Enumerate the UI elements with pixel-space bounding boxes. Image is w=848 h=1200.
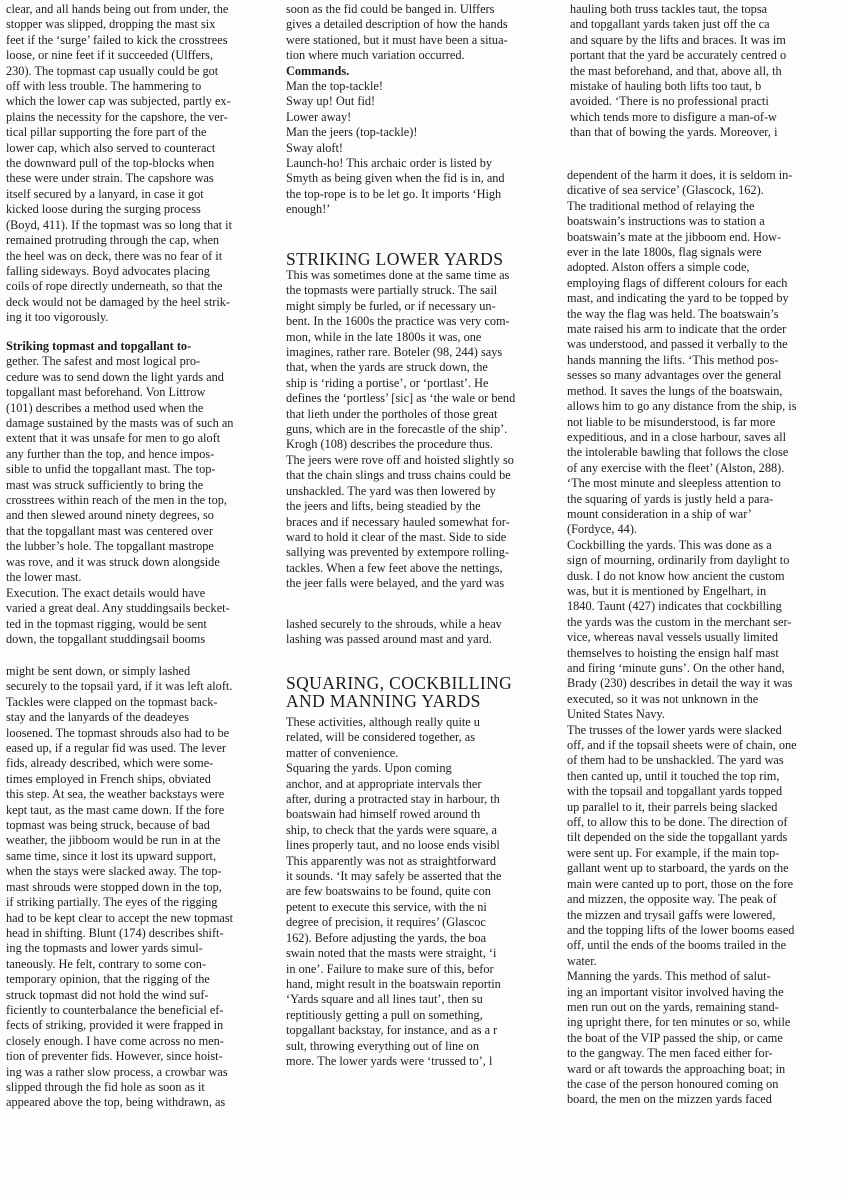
text-line: might be sent down, or simply lashed: [6, 664, 191, 678]
text-line: board, the men on the mizzen yards faced: [567, 1092, 772, 1107]
text-line: loosened. The topmast shrouds also had to be: [6, 725, 230, 740]
text-line: Cockbilling the yards. This was done as a: [567, 537, 772, 552]
text-line: men run out on the yards, remaining stand-: [567, 999, 779, 1014]
text-line: Lower away!: [286, 109, 352, 124]
text-line: off, and if the topsail sheets were of chain, one: [567, 738, 797, 753]
text-line: was, but it is mentioned by Engelhart, in: [567, 583, 767, 598]
text-line: water.: [567, 953, 597, 968]
col2-lower-yards: [286, 250, 556, 592]
text-line: lines properly taut, and no loose ends visibl: [286, 838, 500, 853]
text-line: Launch-ho! This archaic order is listed by: [286, 156, 493, 171]
text-line: itself secured by a lanyard, in case it got: [6, 186, 204, 201]
text-line: the way the flag was held. The boatswain’s: [567, 306, 779, 321]
text-line: weather, the jibboom would be run in at the: [6, 833, 221, 848]
text-line: gives a detailed description of how the hands: [286, 17, 508, 32]
text-line: United States Navy.: [567, 707, 665, 722]
text-line: same time, since it lost its upward support,: [6, 848, 217, 863]
text-line: falling sideways. Boyd advocates placing: [6, 263, 210, 278]
text-line: the intolerable bawling that follows the close: [567, 445, 789, 460]
text-line: the yards was the custom in the merchant ser-: [567, 614, 792, 629]
text-line: might simply be furled, or if necessary un-: [286, 298, 496, 313]
text-line: closely enough. I have come across no men-: [6, 1033, 224, 1048]
text-line: main were canted up to port, those on the fore: [567, 876, 794, 891]
text-line: off, to allow this to be done. The direction of: [567, 815, 788, 830]
text-line: dusk. I do not know how ancient the custom: [567, 568, 785, 583]
text-line: temporary opinion, that the rigging of the: [6, 972, 210, 987]
squaring-heading-2: AND MANNING YARDS: [286, 691, 481, 711]
text-line: was understood, and passed it verbally to the: [567, 337, 788, 352]
text-line: and mizzen, the opposite way. The peak of: [567, 892, 777, 907]
text-line: struck topmast did not hold the wind suf-: [6, 987, 209, 1002]
text-line: extent that it was unsafe for men to go aloft: [6, 431, 221, 446]
text-line: gallant went up to starboard, the yards on the: [567, 861, 789, 876]
lower-yards-para: [286, 268, 556, 592]
text-line: the mast beforehand, and that, above all, th: [570, 63, 782, 78]
text-line: These activities, although really quite u: [286, 715, 480, 729]
text-line: tilt depended on the side the topgallant yards: [567, 830, 788, 845]
text-line: soon as the fid could be banged in. Ulffers: [286, 2, 495, 16]
text-line: ward or aft towards the approaching boat; in: [567, 1061, 786, 1076]
text-line: kicked loose during the surging process: [6, 202, 201, 217]
col1-striking-para: [6, 339, 274, 586]
text-line: dicative of sea service’ (Glascock, 162).: [567, 183, 764, 198]
text-line: enough!’: [286, 202, 331, 217]
col1-top: [6, 2, 274, 326]
commands-heading: Commands.: [286, 63, 350, 78]
text-line: allows him to go any distance from the ship, is: [567, 399, 797, 414]
text-line: lashing was passed around mast and yard.: [286, 632, 492, 647]
text-line: topgallant mast beforehand. Von Littrow: [6, 385, 206, 400]
text-line: stay and the lanyards of the deadeyes: [6, 710, 190, 725]
lower-yards-heading: STRIKING LOWER YARDS: [286, 249, 504, 269]
text-line: expeditious, and in a close harbour, saves all: [567, 429, 787, 444]
text-line: petent to execute this service, with the ni: [286, 899, 487, 914]
text-line: off, until the ends of the booms trailed in the: [567, 938, 787, 953]
text-line: sallying was prevented by extempore rolling-: [286, 545, 509, 560]
text-line: not liable to be misunderstood, is far more: [567, 414, 776, 429]
text-line: fids, already described, which were some-: [6, 756, 214, 771]
col3-top: [570, 2, 840, 141]
text-line: dependent of the harm it does, it is seldom in-: [567, 168, 793, 182]
text-line: varied a great deal. Any studdingsails becket-: [6, 601, 230, 616]
text-line: plains the necessity for the capshore, the ver-: [6, 109, 228, 124]
text-line: mate raised his arm to indicate that the order: [567, 322, 787, 337]
col2-squaring-heading: [286, 674, 556, 710]
text-line: that the topgallant mast was centered over: [6, 523, 213, 538]
text-line: imagines, rather rare. Boteler (98, 244) says: [286, 345, 503, 360]
text-line: coils of rope directly underneath, so that the: [6, 279, 223, 294]
text-line: bent. In the 1600s the practice was very com-: [286, 314, 510, 329]
text-line: kept taut, as the mast came down. If the fore: [6, 802, 225, 817]
text-line: mast shrouds were stopped down in the top,: [6, 879, 222, 894]
text-line: were sent up. For example, if the main top-: [567, 845, 780, 860]
text-line: sible to unfid the topgallant mast. The top-: [6, 462, 216, 477]
text-line: employing flags of different colours for each: [567, 275, 788, 290]
text-line: ship is ‘riding a portise’, or ‘portlast’. He: [286, 375, 489, 390]
text-line: when the stays were slacked away. The top-: [6, 864, 222, 879]
text-line: the topmasts were partially struck. The sail: [286, 283, 498, 298]
text-line: mistake of hauling both lifts too taut, b: [570, 79, 762, 94]
text-line: mount consideration in a ship of war’: [567, 506, 752, 521]
text-line: slipped through the fid hole as soon as it: [6, 1079, 205, 1094]
text-line: that the chain slings and truss chains could be: [286, 468, 511, 483]
col3-top-para: [570, 2, 840, 141]
text-line: and topgallant yards taken just off the ca: [570, 17, 770, 32]
text-line: Krogh (108) describes the procedure thus.: [286, 437, 493, 452]
text-line: crosstrees within reach of the men in the top,: [6, 493, 227, 508]
text-line: more. The lower yards were ‘trussed to’, l: [286, 1053, 493, 1068]
text-line: loose, or nine feet if it succeeded (Ulffers,: [6, 48, 214, 63]
text-line: 1840. Taunt (427) indicates that cockbilling: [567, 599, 782, 614]
col1-bottom-para: [6, 664, 274, 1111]
text-line: Man the jeers (top-tackle)!: [286, 125, 418, 140]
text-line: (Fordyce, 44).: [567, 522, 638, 537]
text-line: remained protruding through the cap, when: [6, 233, 220, 248]
text-line: ing an important visitor involved having the: [567, 984, 784, 999]
text-line: appeared above the top, being withdrawn, as: [6, 1095, 226, 1110]
text-line: the lubber’s hole. The topgallant mastrope: [6, 539, 214, 554]
text-line: ing was a rather slow process, a crowbar was: [6, 1064, 228, 1079]
text-line: themselves to hoisting the ensign half mast: [567, 645, 779, 660]
text-line: times employed in French ships, obviated: [6, 771, 211, 786]
text-line: This apparently was not as straightforward: [286, 853, 497, 868]
text-line: matter of convenience.: [286, 745, 399, 760]
text-line: The trusses of the lower yards were slacked: [567, 722, 782, 737]
text-line: any further than the top, and hence impos-: [6, 446, 215, 461]
text-line: portant that the yard be accurately centred o: [570, 48, 787, 63]
text-line: sesses so many advantages over the general: [567, 368, 782, 383]
col1-top-para: [6, 2, 274, 326]
text-line: mon, while in the late 1800s it was, one: [286, 329, 482, 344]
text-line: ing it too vigorously.: [6, 310, 109, 325]
striking-topmast-heading: Striking topmast and topgallant to-: [6, 339, 192, 353]
text-line: ‘Yards square and all lines taut’, then su: [286, 992, 483, 1007]
text-line: boatswain’s mate at the jibboom end. How-: [567, 229, 782, 244]
text-line: then canted up, until it touched the top rim,: [567, 768, 780, 783]
text-line: these were under strain. The capshore was: [6, 171, 214, 186]
col2-lashed: [286, 617, 548, 648]
text-line: ficiently to counterbalance the beneficial ef-: [6, 1002, 224, 1017]
text-line: mast was struck sufficiently to bring the: [6, 477, 204, 492]
text-line: vice, whereas naval vessels usually limited: [567, 630, 779, 645]
col2-top-para: [286, 2, 556, 64]
col1-bottom: [6, 664, 274, 1111]
text-line: feet if the ‘surge’ failed to kick the crosstrees: [6, 32, 228, 47]
text-line: method. It saves the lungs of the boatswain,: [567, 383, 783, 398]
text-line: topmast was being struck, because of bad: [6, 818, 210, 833]
text-line: to the gangway. The men faced either for-: [567, 1046, 773, 1061]
squaring-para: [286, 715, 548, 1069]
text-line: that lieth under the portholes of those great: [286, 406, 498, 421]
text-line: Manning the yards. This method of salut-: [567, 969, 771, 984]
text-line: lashed securely to the shrouds, while a heav: [286, 617, 502, 631]
text-line: sign of mourning, ordinarily from daylight to: [567, 553, 790, 568]
text-line: in one’. Failure to make sure of this, befor: [286, 961, 494, 976]
col1-striking-topmast: [6, 339, 274, 586]
text-line: related, will be considered together, as: [286, 730, 476, 745]
text-line: had to be kept clear to accept the new topmast: [6, 910, 234, 925]
text-line: off with less trouble. The hammering to: [6, 79, 202, 94]
text-line: boatswain’s instructions was to station a: [567, 214, 765, 229]
col3-main-para: [567, 168, 839, 1108]
text-line: which the lower cap was subjected, partly ex-: [6, 94, 231, 109]
text-line: the jeer falls were belayed, and the yard was: [286, 576, 505, 591]
text-line: tackles. When a few feet above the nettings,: [286, 560, 503, 575]
text-line: fects of striking, provided it were frapped in: [6, 1018, 224, 1033]
text-line: The jeers were rove off and hoisted slightly so: [286, 452, 514, 467]
text-line: damage sustained by the masts was of such an: [6, 416, 234, 431]
text-line: Brady (230) describes in detail the way it was: [567, 676, 793, 691]
text-line: the squaring of yards is justly held a para-: [567, 491, 774, 506]
text-line: degree of precision, it requires’ (Glascoc: [286, 915, 486, 930]
text-line: hand, might result in the boatswain reportin: [286, 976, 501, 991]
text-line: the downward pull of the top-blocks when: [6, 156, 215, 171]
text-line: securely to the topsail yard, if it was left aloft.: [6, 679, 233, 694]
text-line: ever in the late 1800s, flag signals were: [567, 245, 762, 260]
text-line: the jeers and lifts, being steadied by the: [286, 499, 481, 514]
text-line: that, when the yards are struck down, the: [286, 360, 488, 375]
text-line: deck would not be damaged by the heel strik-: [6, 294, 231, 309]
text-line: of any exercise with the fleet’ (Alston, 288).: [567, 460, 785, 475]
col3-main: [567, 168, 839, 1108]
text-line: topgallant backstay, for instance, and as a r: [286, 1023, 498, 1038]
text-line: hauling both truss tackles taut, the topsa: [570, 2, 768, 16]
text-line: and the topping lifts of the lower booms eased: [567, 922, 795, 937]
text-line: anchor, and at appropriate intervals ther: [286, 776, 482, 791]
text-line: were stationed, but it must have been a situa-: [286, 32, 508, 47]
text-line: 162). Before adjusting the yards, the boa: [286, 930, 487, 945]
text-line: down, the topgallant studdingsail booms: [6, 632, 206, 647]
text-line: up parallel to it, their parrels being slacked: [567, 799, 778, 814]
text-line: tion where much variation occurred.: [286, 48, 465, 63]
text-line: tical pillar supporting the fore part of the: [6, 125, 207, 140]
text-line: ship, to check that the yards were square, a: [286, 822, 498, 837]
text-line: are few boatswains to be found, quite con: [286, 884, 491, 899]
text-line: clear, and all hands being out from under, the: [6, 2, 229, 16]
text-line: This was sometimes done at the same time as: [286, 268, 510, 282]
text-line: Man the top-tackle!: [286, 79, 383, 94]
text-line: ted in the topmast rigging, would be sent: [6, 616, 207, 631]
text-line: (Boyd, 411). If the topmast was so long that it: [6, 217, 232, 232]
text-line: head in shifting. Blunt (174) describes shift-: [6, 925, 224, 940]
text-line: defines the ‘portless’ [sic] as ‘the wale or bend: [286, 391, 516, 406]
text-line: boatswain had himself rowed around th: [286, 807, 481, 822]
execution-para: [6, 586, 274, 648]
text-line: sult, throwing everything out of line on: [286, 1038, 479, 1053]
text-line: it sounds. ‘It may safely be asserted that the: [286, 869, 502, 884]
text-line: the mizzen and trysail gaffs were lowered,: [567, 907, 776, 922]
text-line: and square by the lifts and braces. It was im: [570, 32, 786, 47]
text-line: the boat of the VIP passed the ship, or came: [567, 1030, 783, 1045]
text-line: Smyth as being given when the fid is in, and: [286, 171, 505, 186]
text-line: swain noted that the masts were straight, ‘i: [286, 946, 497, 961]
text-line: hands manning the lifts. ‘This method pos-: [567, 352, 779, 367]
text-line: the top-rope is to be let go. It imports ‘High: [286, 186, 502, 201]
text-line: taneously. He felt, contrary to some con-: [6, 956, 206, 971]
striking-topmast-body: [6, 354, 233, 584]
col2-squaring: [286, 715, 548, 1069]
text-line: with the topsail and topgallant yards topped: [567, 784, 783, 799]
launch-para: [286, 156, 556, 218]
text-line: mast, and indicating the yard to be topped by: [567, 291, 789, 306]
text-line: and then slewed around ninety degrees, so: [6, 508, 214, 523]
text-line: and firing ‘minute guns’. On the other hand,: [567, 661, 785, 675]
text-line: lower cap, which also served to counteract: [6, 140, 216, 155]
text-line: braces and if necessary hauled somewhat for-: [286, 514, 510, 529]
text-line: cedure was to send down the light yards and: [6, 369, 224, 384]
text-line: reptitiously getting a pull on something,: [286, 1007, 483, 1022]
text-line: Sway up! Out fid!: [286, 94, 376, 109]
text-line: eased up, if a regular fid was used. The lever: [6, 741, 227, 756]
text-line: ing the topmasts and lower yards simul-: [6, 941, 203, 956]
text-line: avoided. ‘There is no professional practi: [570, 94, 769, 109]
text-line: than that of bowing the yards. Moreover, i: [570, 125, 778, 140]
text-line: 230). The topmast cap usually could be got: [6, 63, 219, 78]
text-line: the heel was on deck, there was no fear of it: [6, 248, 223, 263]
col2-top: [286, 2, 556, 218]
col1-execution: [6, 586, 274, 648]
text-line: executed, so it was not unknown in the: [567, 691, 759, 706]
commands-list: [286, 79, 556, 156]
text-line: ward to hold it clear of the mast. Side to side: [286, 529, 507, 544]
text-line: tion of preventer fids. However, since hoist-: [6, 1049, 223, 1064]
text-line: (101) describes a method used when the: [6, 400, 204, 415]
text-line: Execution. The exact details would have: [6, 586, 206, 600]
text-line: Sway aloft!: [286, 140, 344, 155]
text-line: the lower mast.: [6, 570, 82, 585]
text-line: Tackles were clapped on the topmast back-: [6, 694, 218, 709]
text-line: unshackled. The yard was then lowered by: [286, 483, 496, 498]
text-line: stopper was slipped, dropping the mast six: [6, 17, 216, 32]
squaring-heading-1: SQUARING, COCKBILLING: [286, 673, 513, 693]
text-line: this step. At sea, the weather backstays were: [6, 787, 225, 802]
lashed-para: [286, 617, 548, 648]
text-line: which tends more to disfigure a man-of-w: [570, 109, 777, 124]
text-line: the case of the person honoured coming on: [567, 1076, 779, 1091]
text-line: ‘The most minute and sleepless attention to: [567, 476, 781, 491]
text-line: Squaring the yards. Upon coming: [286, 761, 452, 776]
text-line: ing upright there, for ten minutes or so, while: [567, 1015, 791, 1030]
text-line: was rove, and it was struck down alongside: [6, 554, 220, 569]
text-line: if striking partially. The eyes of the rigging: [6, 895, 218, 910]
text-line: after, during a protracted stay in harbour, th: [286, 792, 500, 807]
text-line: guns, which are in the forecastle of the ship’.: [286, 422, 508, 437]
text-line: The traditional method of relaying the: [567, 198, 755, 213]
text-line: adopted. Alston offers a simple code,: [567, 260, 750, 275]
text-line: gether. The safest and most logical pro-: [6, 354, 201, 369]
text-line: of them had to be unshackled. The yard was: [567, 753, 784, 768]
